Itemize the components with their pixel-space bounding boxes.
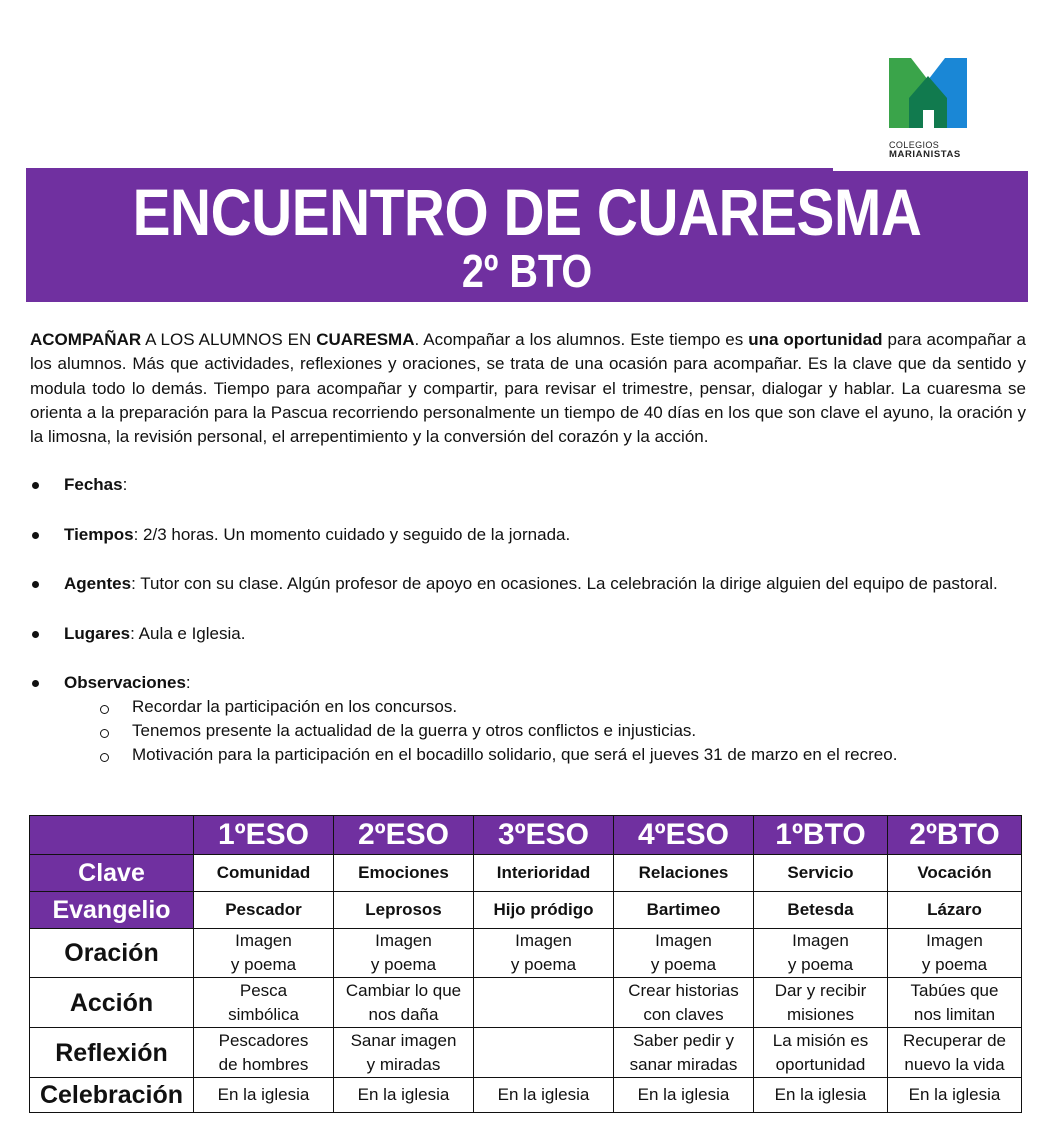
title-banner xyxy=(26,168,1028,302)
intro-bold-2: CUARESMA xyxy=(316,330,415,349)
cell-line: Bartimeo xyxy=(646,900,721,919)
table-cell xyxy=(888,978,1022,1028)
cell-line: Recuperar de xyxy=(902,1030,1006,1050)
cell-line: y poema xyxy=(230,955,297,974)
cell-line: Dar y recibir xyxy=(774,980,867,1000)
hollow-bullet-icon xyxy=(100,705,109,714)
table-cell xyxy=(474,855,614,892)
table-cell xyxy=(474,929,614,978)
cell-line: En la iglesia xyxy=(217,1085,310,1104)
bullet-text: : xyxy=(185,673,191,692)
table-cell xyxy=(614,892,754,929)
column-header: 1ºBTO xyxy=(754,816,888,855)
header-corner-cell xyxy=(30,816,194,855)
bullet-tiempos xyxy=(30,523,1030,547)
table-cell xyxy=(194,892,334,929)
colegios-marianistas-logo xyxy=(889,58,969,160)
page-subtitle: 2º BTO xyxy=(461,245,593,297)
table-cell xyxy=(194,929,334,978)
page-title: ENCUENTRO DE CUARESMA xyxy=(132,175,922,249)
cell-line: Imagen xyxy=(926,931,983,950)
table-cell xyxy=(754,1078,888,1113)
table-cell xyxy=(334,1078,474,1113)
table-cell xyxy=(614,1028,754,1078)
cell-line: Pesca xyxy=(239,980,288,1000)
cell-line: Betesda xyxy=(787,900,854,919)
cell-line: oportunidad xyxy=(775,1054,866,1074)
intro-paragraph xyxy=(30,328,1026,449)
cell-line: sanar miradas xyxy=(629,1054,738,1074)
bullet-label: Lugares xyxy=(64,623,131,643)
table-cell xyxy=(614,978,754,1028)
table-cell xyxy=(334,978,474,1028)
table-row xyxy=(30,978,1022,1028)
cell-line: y poema xyxy=(370,955,437,974)
table-row xyxy=(30,892,1022,929)
bullet-label: Agentes xyxy=(64,574,132,593)
cell-line: Vocación xyxy=(917,863,992,882)
cell-line: En la iglesia xyxy=(774,1085,867,1104)
sub-item-text: Recordar la participación en los concursos. xyxy=(132,697,458,716)
table-cell xyxy=(888,855,1022,892)
bullet-fechas xyxy=(30,473,1030,497)
table-cell xyxy=(334,929,474,978)
cell-line: Imagen xyxy=(235,931,292,950)
cell-line: Hijo pródigo xyxy=(493,900,594,919)
bullet-dot-icon xyxy=(32,581,39,588)
hollow-bullet-icon xyxy=(100,753,109,762)
table-cell xyxy=(474,1078,614,1113)
table-cell xyxy=(888,929,1022,978)
table-row xyxy=(30,1028,1022,1078)
column-header: 3ºESO xyxy=(474,816,614,855)
cell-line: y poema xyxy=(510,955,577,974)
row-label: Clave xyxy=(30,855,194,892)
cell-line: Cambiar lo que xyxy=(345,980,462,1000)
table-cell xyxy=(754,929,888,978)
table-cell xyxy=(194,1078,334,1113)
bullet-label: Observaciones xyxy=(64,673,186,692)
hollow-bullet-icon xyxy=(100,729,109,738)
table-row xyxy=(30,1078,1022,1113)
cell-line: Lázaro xyxy=(927,900,982,919)
table-cell xyxy=(888,1028,1022,1078)
bullet-label: Fechas xyxy=(64,475,123,494)
bullet-dot-icon xyxy=(32,680,39,687)
row-label: Acción xyxy=(30,978,194,1028)
bullet-dot-icon xyxy=(32,631,39,638)
table-cell xyxy=(194,978,334,1028)
column-header: 2ºBTO xyxy=(888,816,1022,855)
table-cell xyxy=(474,892,614,929)
row-label: Reflexión xyxy=(30,1028,194,1078)
column-header: 1ºESO xyxy=(194,816,334,855)
intro-text-1: A LOS ALUMNOS EN xyxy=(141,330,317,349)
table-header-row xyxy=(30,816,1022,855)
table-cell xyxy=(754,978,888,1028)
intro-bold-1: ACOMPAÑAR xyxy=(30,330,142,349)
banner-notch xyxy=(833,168,1028,171)
cell-line: Pescador xyxy=(225,900,302,919)
table-cell xyxy=(194,855,334,892)
table-cell xyxy=(334,855,474,892)
bullet-text: : Aula e Iglesia. xyxy=(130,623,246,643)
cell-line: En la iglesia xyxy=(357,1085,450,1104)
row-label: Oración xyxy=(30,929,194,978)
cell-line: y poema xyxy=(921,955,988,974)
table-cell xyxy=(614,1078,754,1113)
cell-line: misiones xyxy=(786,1004,855,1024)
cell-line: y poema xyxy=(650,955,717,974)
cell-line: de hombres xyxy=(218,1054,309,1074)
cell-line: Imagen xyxy=(655,931,712,950)
intro-text-3: para acompañar a los alumnos. Más que actividades, reflexiones y oraciones, se trata de una ocasión para acompañar. Es la clave que da sentido y modula todo lo demás. Tiempo para acompañar y compartir, para revisar el trimestre, pensar, dialogar y hablar. La cuaresma se orienta a la preparación para la Pascua recorriendo personalmente un tiempo de 40 días en los que son clave el ayuno, la oración y la limosna, la revisión personal, el arrepentimiento y la conversión del corazón y la acción. xyxy=(30,330,1027,447)
bullet-dot-icon xyxy=(32,482,39,489)
cell-line: nos limitan xyxy=(913,1004,996,1024)
cell-line: Sanar imagen xyxy=(350,1030,457,1050)
table-cell xyxy=(888,1078,1022,1113)
sub-item-text: Motivación para la participación en el bocadillo solidario, que será el jueves 31 de marzo en el recreo. xyxy=(132,745,898,764)
logo-line2: MARIANISTAS xyxy=(889,149,961,160)
bullet-text: : Tutor con su clase. Algún profesor de apoyo en ocasiones. La celebración la dirige alguien del equipo de pastoral. xyxy=(131,574,998,593)
bullet-lugares xyxy=(30,622,1030,646)
logo-line1: COLEGIOS xyxy=(889,140,940,150)
table-cell xyxy=(474,1028,614,1078)
cell-line: simbólica xyxy=(228,1004,299,1024)
course-plan-table xyxy=(29,815,1022,1113)
cell-line: Relaciones xyxy=(638,863,729,882)
cell-line: Pescadores xyxy=(218,1030,309,1050)
cell-line: Tabúes que xyxy=(910,980,999,1000)
table-cell xyxy=(474,978,614,1028)
cell-line: Emociones xyxy=(358,863,449,882)
bullet-dot-icon xyxy=(32,532,39,539)
cell-line: Servicio xyxy=(787,863,854,882)
intro-text-2: . Acompañar a los alumnos. Este tiempo es xyxy=(414,330,749,349)
info-bullet-list xyxy=(30,473,1030,721)
logo-mark-icon xyxy=(889,58,967,128)
column-header: 4ºESO xyxy=(614,816,754,855)
bullet-text: : xyxy=(122,475,128,494)
table-row xyxy=(30,929,1022,978)
cell-line: Saber pedir y xyxy=(632,1030,735,1050)
cell-line: nos daña xyxy=(368,1004,439,1024)
cell-line: nuevo la vida xyxy=(904,1054,1005,1074)
table-row xyxy=(30,855,1022,892)
intro-bold-3: una oportunidad xyxy=(748,330,883,349)
cell-line: Crear historias xyxy=(628,980,739,1000)
bullet-label: Tiempos xyxy=(64,524,134,544)
row-label: Celebración xyxy=(30,1078,194,1113)
table-cell xyxy=(334,1028,474,1078)
table-cell xyxy=(614,855,754,892)
cell-line: La misión es xyxy=(772,1030,869,1050)
cell-line: Comunidad xyxy=(216,863,311,882)
bullet-agentes xyxy=(30,572,1030,596)
cell-line: Imagen xyxy=(792,931,849,950)
table-cell xyxy=(754,855,888,892)
cell-line: En la iglesia xyxy=(497,1085,590,1104)
table-cell xyxy=(754,1028,888,1078)
table-cell xyxy=(334,892,474,929)
table-cell xyxy=(888,892,1022,929)
bullet-observaciones xyxy=(30,671,1030,695)
cell-line: Imagen xyxy=(515,931,572,950)
table-cell xyxy=(614,929,754,978)
cell-line: En la iglesia xyxy=(637,1085,730,1104)
cell-line: Interioridad xyxy=(496,863,591,882)
cell-line: y poema xyxy=(787,955,854,974)
cell-line: y miradas xyxy=(366,1054,441,1074)
cell-line: con claves xyxy=(643,1004,724,1024)
cell-line: En la iglesia xyxy=(908,1085,1001,1104)
bullet-text: : 2/3 horas. Un momento cuidado y seguido de la jornada. xyxy=(133,524,571,544)
column-header: 2ºESO xyxy=(334,816,474,855)
cell-line: Imagen xyxy=(375,931,432,950)
table-cell xyxy=(754,892,888,929)
table-cell xyxy=(194,1028,334,1078)
row-label: Evangelio xyxy=(30,892,194,929)
cell-line: Leprosos xyxy=(365,900,442,919)
sub-item-text: Tenemos presente la actualidad de la guerra y otros conflictos e injusticias. xyxy=(132,721,697,740)
